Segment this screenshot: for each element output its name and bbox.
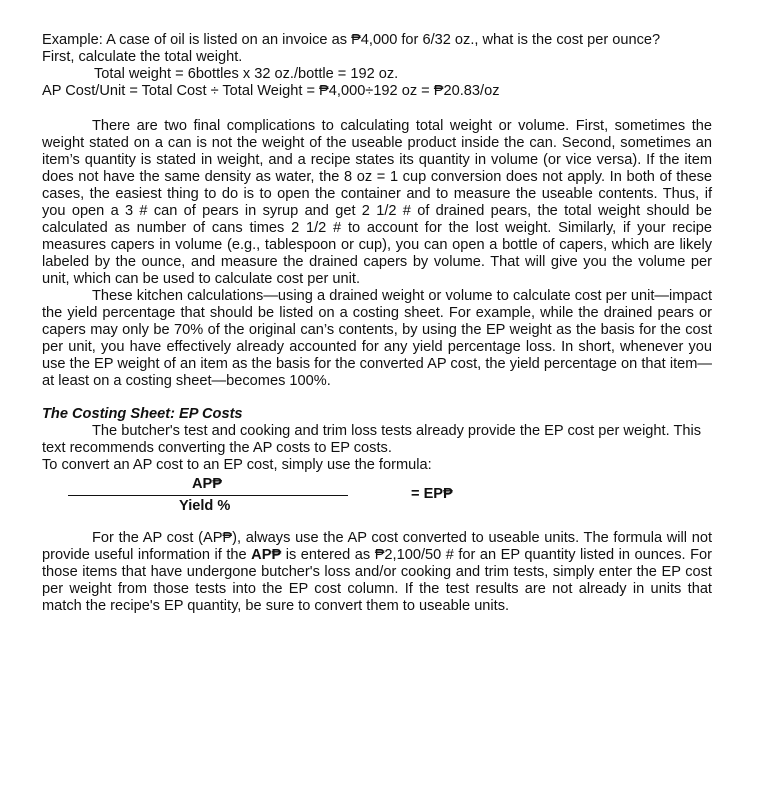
formula-numerator: AP₱ xyxy=(192,476,223,492)
kitchen-calculations-paragraph: These kitchen calculations—using a drained weight or volume to calculate cost per unit—impact the yield percentage that should be listed on a costing sheet. For example, while the drained pears or capers may only be 70% of the original can’s contents, by using the EP weight as the basis for the cost per unit, you have effectively already accounted for any yield percentage loss. In short, whenever you use the EP weight of an item as the basis for the converted AP cost, the yield percentage on that item—at least on a costing sheet—becomes 100%. xyxy=(42,288,712,389)
formula-denominator: Yield % xyxy=(179,498,231,514)
section-heading: The Costing Sheet: EP Costs xyxy=(42,406,243,422)
complications-paragraph: There are two final complications to calculating total weight or volume. First, sometimes the weight stated on a can is not the weight of the useable product inside the can. Second, sometimes an item’s quantity is stated in weight, and a recipe states its quantity in volume (or vice versa). If the item does not have the same density as water, the 8 oz = 1 cup conversion does not apply. In both of these cases, the easiest thing to do is to open the container and to measure the useable contents. Thus, if you open a 3 # can of pears in syrup and get 2 1/2 # of drained pears, the total weight should be calculated as number of cans times 2 1/2 # to account for the lost weight. Similarly, if your recipe measures capers in volume (e.g., tablespoon or cup), you can open a bottle of capers, which are likely labeled by the ounce, and measure the drained capers by volume. That will give you the volume per unit, which can be used to calculate cost per unit. xyxy=(42,118,712,287)
ap-cost-unit-calc: AP Cost/Unit = Total Cost ÷ Total Weight = ₱4,000÷192 oz = ₱20.83/oz xyxy=(42,83,500,99)
ap-cost-paragraph xyxy=(42,530,712,615)
example-question: Example: A case of oil is listed on an invoice as ₱4,000 for 6/32 oz., what is the cost per ounce? xyxy=(42,32,661,48)
ap-cost-paragraph-part1: For the AP cost (AP₱), always use the AP cost converted to useable units. The formula will not provide useful information if the xyxy=(42,530,712,563)
total-weight-calc: Total weight = 6bottles x 32 oz./bottle = 192 oz. xyxy=(94,66,399,82)
example-step: First, calculate the total weight. xyxy=(42,49,243,65)
formula-result: = EP₱ xyxy=(411,486,453,502)
document-page xyxy=(42,32,712,615)
ap-cost-bold-term: AP₱ xyxy=(251,547,282,563)
formula-intro: To convert an AP cost to an EP cost, simply use the formula: xyxy=(42,457,432,473)
fraction-bar xyxy=(68,495,348,496)
epp-formula xyxy=(42,476,712,516)
section-intro: The butcher's test and cooking and trim loss tests already provide the EP cost per weight. This text recommends converting the AP costs to EP costs. xyxy=(42,423,702,456)
ap-cost-paragraph-part2: is entered as ₱2,100/50 # for an EP quantity listed in ounces. For those items that have undergone butcher's loss and/or cooking and trim tests, simply enter the EP cost per weight from those tests into the EP cost column. If the test results are not already in units that match the recipe's EP quantity, be sure to convert them to useable units. xyxy=(42,547,712,614)
